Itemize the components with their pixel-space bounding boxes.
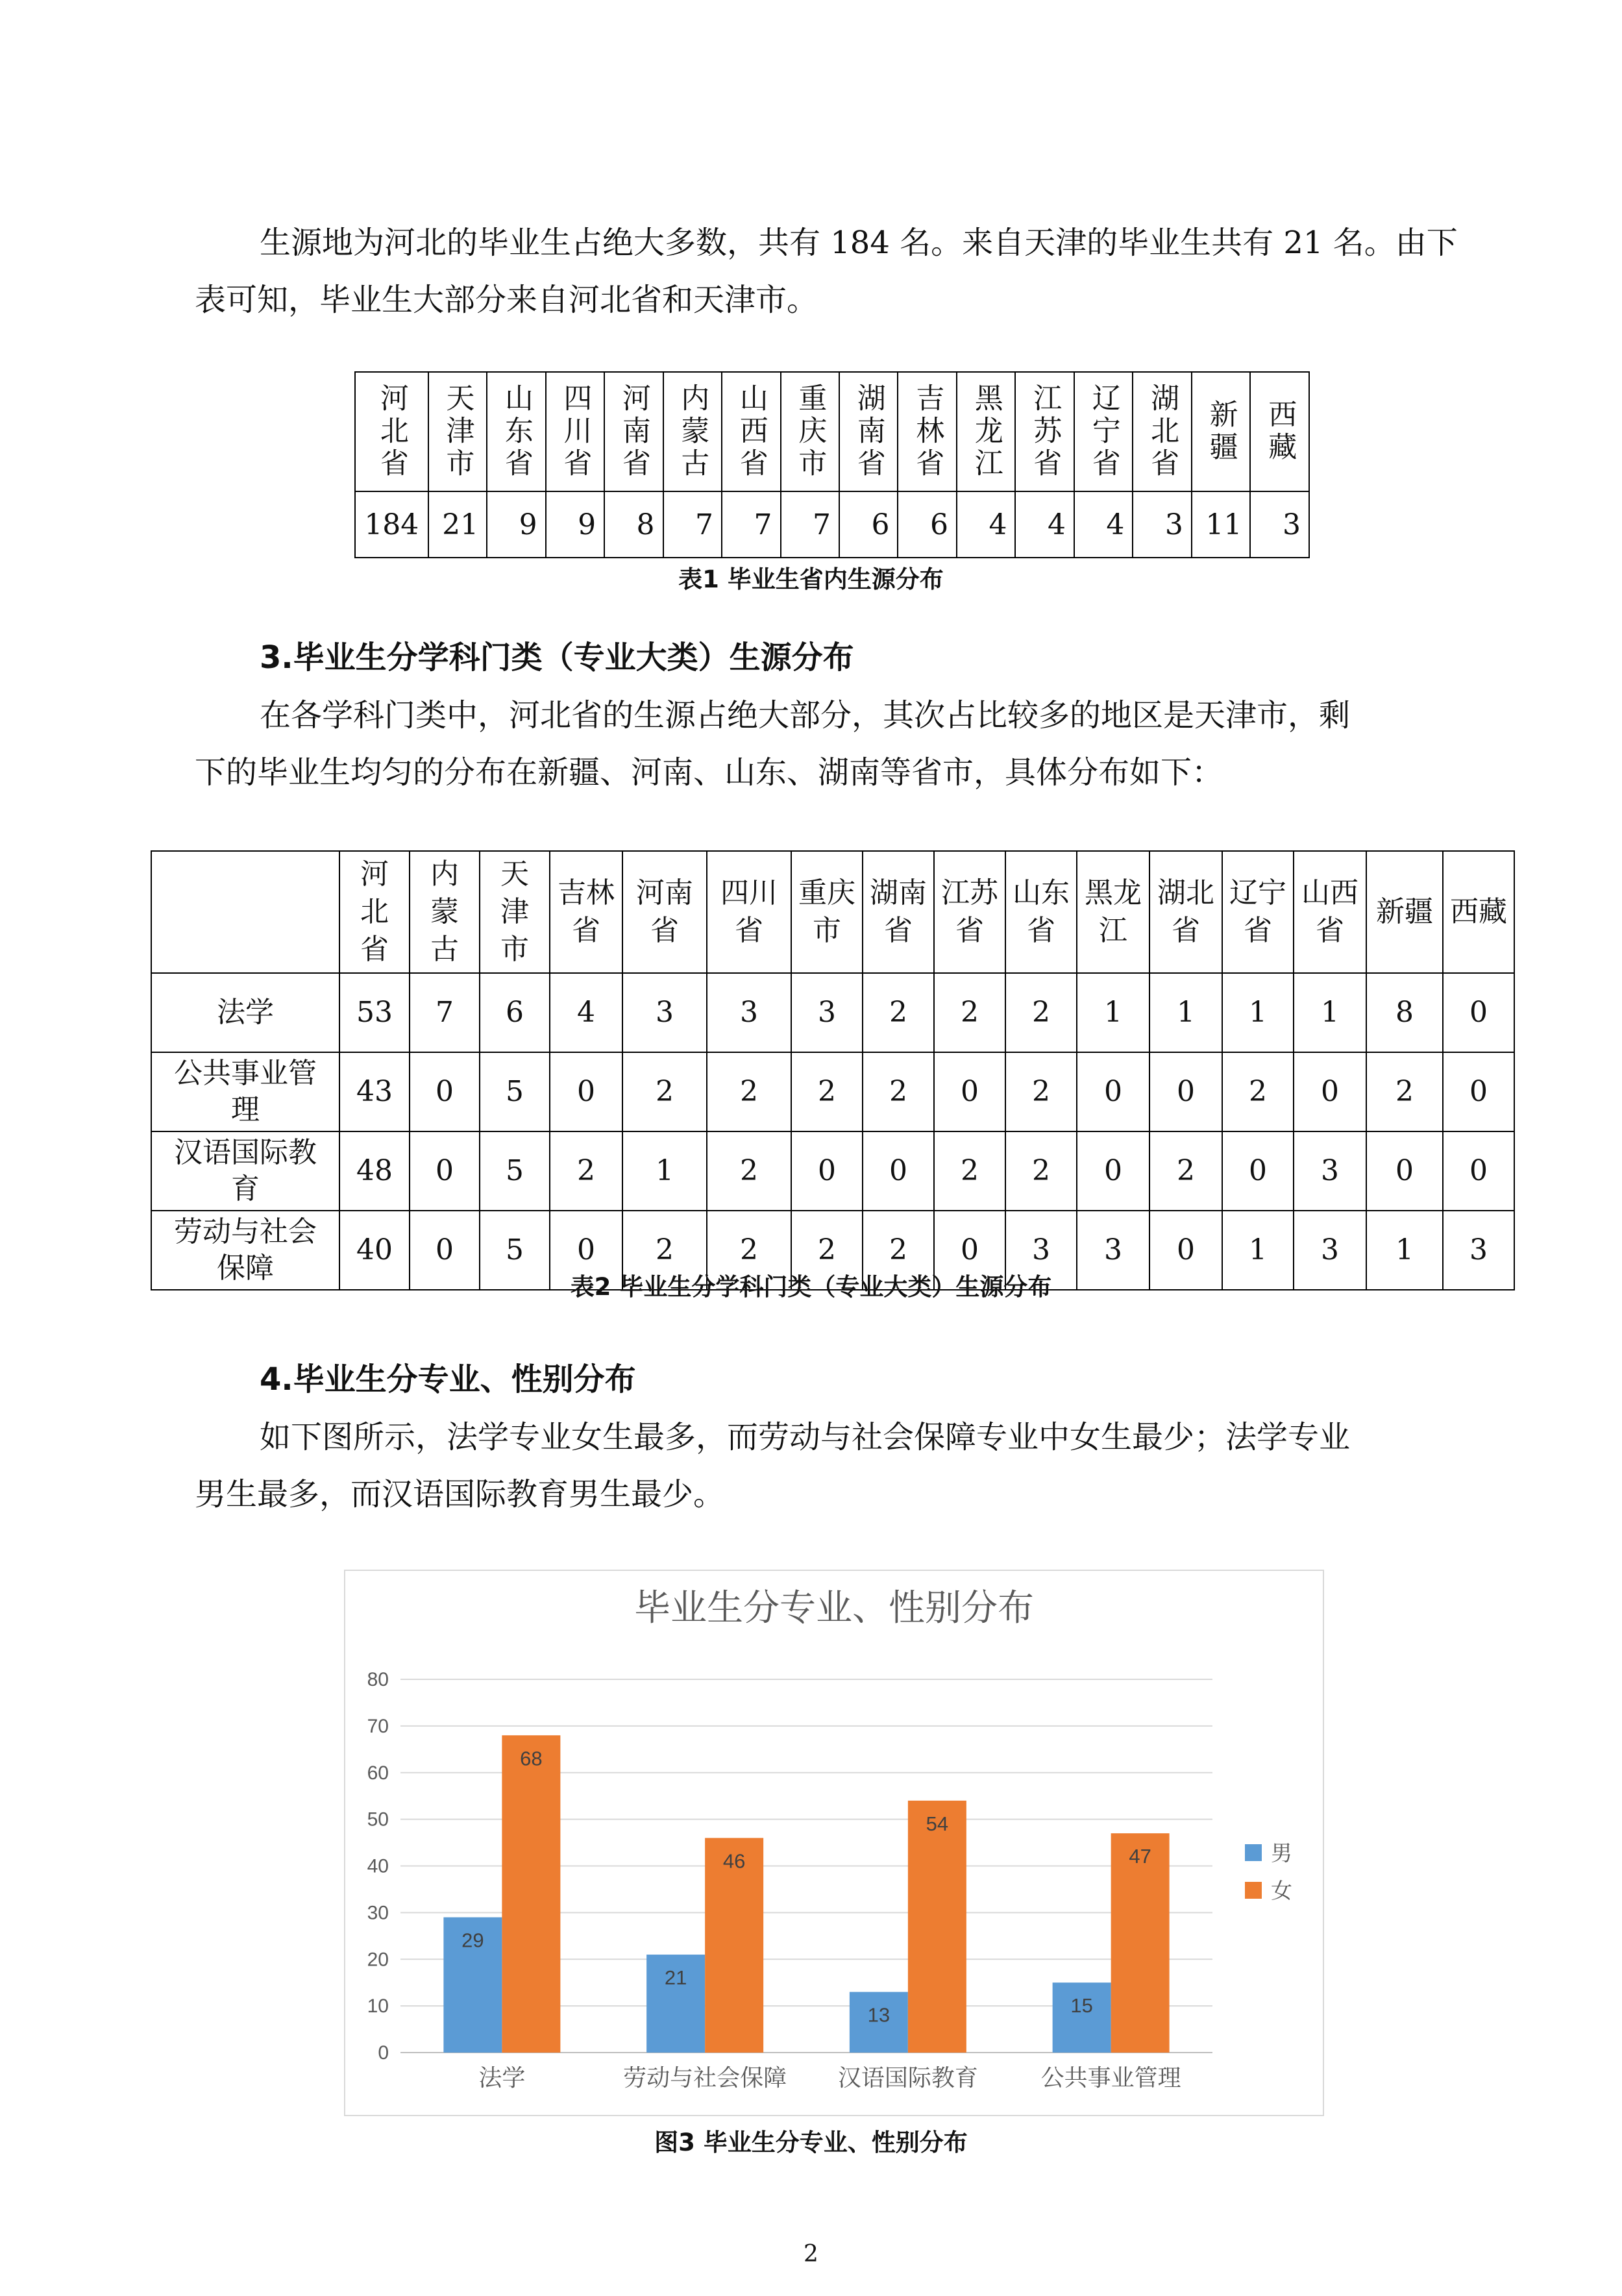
- province-header-cell: 内蒙古: [663, 372, 722, 491]
- subject-value-cell: 53: [339, 973, 410, 1052]
- subject-value-cell: 3: [707, 973, 791, 1052]
- subject-value-cell: 0: [934, 1211, 1005, 1290]
- table2-caption: 表2 毕业生分学科门类（专业大类）生源分布: [570, 1273, 1052, 1301]
- figure3-caption: 图3 毕业生分专业、性别分布: [654, 2129, 968, 2156]
- subject-table-province-header: 吉林省: [550, 851, 622, 973]
- subject-table-province-header: 山西省: [1294, 851, 1366, 973]
- subject-value-cell: 0: [410, 1052, 480, 1131]
- subject-value-cell: 2: [622, 1211, 707, 1290]
- province-count-cell: 7: [781, 491, 839, 558]
- subject-value-cell: 3: [791, 973, 863, 1052]
- subject-value-cell: 3: [1294, 1211, 1366, 1290]
- subject-name-cell: 公共事业管理: [151, 1052, 339, 1131]
- subject-value-cell: 2: [550, 1131, 622, 1211]
- y-tick-label: 40: [367, 1855, 389, 1877]
- y-tick-label: 10: [367, 1995, 389, 2018]
- subject-value-cell: 0: [410, 1131, 480, 1211]
- subject-table-province-header: 西藏: [1443, 851, 1514, 973]
- subject-value-cell: 48: [339, 1131, 410, 1211]
- subject-value-cell: 0: [1443, 1131, 1514, 1211]
- subject-value-cell: 1: [1077, 973, 1149, 1052]
- legend-label: 女: [1271, 1878, 1292, 1903]
- subject-value-cell: 0: [863, 1131, 934, 1211]
- bar-female: [502, 1735, 560, 2053]
- data-label: 21: [664, 1966, 687, 1990]
- page-number: 2: [804, 2241, 818, 2267]
- province-header-cell: 重庆市: [781, 372, 839, 491]
- subject-value-cell: 8: [1366, 973, 1443, 1052]
- subject-value-cell: 1: [1294, 973, 1366, 1052]
- subject-table-province-header: 江苏省: [934, 851, 1005, 973]
- data-label: 29: [461, 1929, 484, 1952]
- subject-table-province-header: 湖北省: [1149, 851, 1222, 973]
- subject-value-cell: 0: [550, 1211, 622, 1290]
- subject-value-cell: 40: [339, 1211, 410, 1290]
- province-count-cell: 3: [1133, 491, 1191, 558]
- subject-value-cell: 2: [863, 1052, 934, 1131]
- subject-value-cell: 2: [622, 1052, 707, 1131]
- subject-value-cell: 2: [707, 1211, 791, 1290]
- province-count-cell: 21: [428, 491, 487, 558]
- province-header-cell: 新疆: [1192, 372, 1250, 491]
- y-tick-label: 0: [378, 2042, 389, 2064]
- province-header-cell: 湖南省: [839, 372, 898, 491]
- subject-value-cell: 2: [863, 973, 934, 1052]
- province-distribution-table: [354, 371, 1310, 558]
- subject-name-cell: 汉语国际教育: [151, 1131, 339, 1211]
- subject-value-cell: 1: [1222, 1211, 1294, 1290]
- province-header-cell: 河北省: [355, 372, 428, 491]
- intro-line-2: 表可知，毕业生大部分来自河北省和天津市。: [195, 282, 818, 318]
- subject-table-province-header: 湖南省: [863, 851, 934, 973]
- province-count-cell: 8: [604, 491, 663, 558]
- province-count-row: [355, 491, 1309, 558]
- section3-paragraph: [195, 687, 1428, 801]
- subject-table-province-header: 四川省: [707, 851, 791, 973]
- legend-swatch-female: [1245, 1882, 1262, 1899]
- subject-value-cell: 3: [1443, 1211, 1514, 1290]
- subject-value-cell: 2: [1222, 1052, 1294, 1131]
- subject-value-cell: 2: [791, 1211, 863, 1290]
- legend-label: 男: [1271, 1840, 1292, 1866]
- subject-table-row: [151, 1052, 1514, 1131]
- subject-value-cell: 2: [1366, 1052, 1443, 1131]
- province-header-cell: 山西省: [722, 372, 780, 491]
- y-tick-label: 50: [367, 1808, 389, 1831]
- subject-table-province-header: 山东省: [1005, 851, 1077, 973]
- y-tick-label: 30: [367, 1902, 389, 1924]
- subject-value-cell: 0: [1294, 1052, 1366, 1131]
- subject-value-cell: 1: [1222, 973, 1294, 1052]
- subject-value-cell: 2: [934, 1131, 1005, 1211]
- subject-table-row: [151, 973, 1514, 1052]
- subject-table-province-header: 内蒙古: [410, 851, 480, 973]
- subject-value-cell: 3: [622, 973, 707, 1052]
- province-header-cell: 辽宁省: [1074, 372, 1133, 491]
- province-count-cell: 6: [898, 491, 956, 558]
- subject-table-province-header: 河北省: [339, 851, 410, 973]
- corner-cell: [151, 851, 339, 973]
- subject-value-cell: 2: [1005, 973, 1077, 1052]
- subject-value-cell: 2: [934, 973, 1005, 1052]
- y-tick-label: 70: [367, 1715, 389, 1737]
- chart-title: 毕业生分专业、性别分布: [634, 1587, 1034, 1629]
- subject-value-cell: 5: [480, 1211, 550, 1290]
- subject-table-province-header: 新疆: [1366, 851, 1443, 973]
- province-count-cell: 6: [839, 491, 898, 558]
- subject-value-cell: 3: [1294, 1131, 1366, 1211]
- subject-value-cell: 1: [1366, 1211, 1443, 1290]
- x-tick-label: 汉语国际教育: [837, 2065, 978, 2092]
- province-header-cell: 山东省: [487, 372, 545, 491]
- gender-major-chart: [344, 1570, 1324, 2116]
- x-tick-label: 劳动与社会保障: [623, 2065, 787, 2092]
- province-header-cell: 江苏省: [1015, 372, 1074, 491]
- subject-value-cell: 0: [1366, 1131, 1443, 1211]
- y-tick-label: 80: [367, 1669, 389, 1690]
- subject-name-cell: 劳动与社会保障: [151, 1211, 339, 1290]
- subject-value-cell: 3: [1005, 1211, 1077, 1290]
- intro-line-1: 生源地为河北的毕业生占绝大多数，共有 184 名。来自天津的毕业生共有 21 名。由下: [260, 225, 1458, 261]
- subject-table-province-header: 重庆市: [791, 851, 863, 973]
- province-count-cell: 9: [487, 491, 545, 558]
- subject-table-province-header: 黑龙江: [1077, 851, 1149, 973]
- province-header-cell: 河南省: [604, 372, 663, 491]
- subject-value-cell: 43: [339, 1052, 410, 1131]
- subject-value-cell: 0: [1077, 1052, 1149, 1131]
- subject-value-cell: 0: [1443, 973, 1514, 1052]
- subject-value-cell: 0: [550, 1052, 622, 1131]
- subject-value-cell: 0: [1149, 1211, 1222, 1290]
- section4-heading: 4.毕业生分专业、性别分布: [260, 1361, 636, 1398]
- province-header-cell: 天津市: [428, 372, 487, 491]
- y-tick-label: 20: [367, 1949, 389, 1971]
- subject-value-cell: 2: [791, 1052, 863, 1131]
- subject-value-cell: 0: [1077, 1131, 1149, 1211]
- data-label: 68: [520, 1747, 543, 1770]
- province-count-cell: 9: [546, 491, 604, 558]
- province-header-cell: 湖北省: [1133, 372, 1191, 491]
- subject-value-cell: 5: [480, 1131, 550, 1211]
- subject-distribution-table: [151, 850, 1515, 1290]
- subject-value-cell: 6: [480, 973, 550, 1052]
- subject-value-cell: 2: [1149, 1131, 1222, 1211]
- table1-caption: 表1 毕业生省内生源分布: [678, 565, 944, 593]
- province-header-cell: 四川省: [546, 372, 604, 491]
- subject-value-cell: 7: [410, 973, 480, 1052]
- subject-table-province-header: 辽宁省: [1222, 851, 1294, 973]
- data-label: 13: [867, 2003, 891, 2027]
- section3-line-2: 下的毕业生均匀的分布在新疆、河南、山东、湖南等省市，具体分布如下：: [195, 754, 1223, 791]
- province-count-cell: 184: [355, 491, 428, 558]
- subject-value-cell: 2: [863, 1211, 934, 1290]
- data-label: 47: [1129, 1845, 1151, 1868]
- province-count-cell: 4: [1015, 491, 1074, 558]
- chart-canvas: [345, 1571, 1323, 2115]
- subject-value-cell: 4: [550, 973, 622, 1052]
- subject-name-cell: 法学: [151, 973, 339, 1052]
- subject-value-cell: 3: [1077, 1211, 1149, 1290]
- province-count-cell: 7: [663, 491, 722, 558]
- province-header-row: [355, 372, 1309, 491]
- section4-paragraph: [195, 1409, 1428, 1523]
- section4-line-2: 男生最多，而汉语国际教育男生最少。: [195, 1476, 725, 1512]
- data-label: 15: [1070, 1994, 1093, 2018]
- subject-value-cell: 0: [1222, 1131, 1294, 1211]
- subject-value-cell: 0: [1443, 1052, 1514, 1131]
- bar-female: [908, 1801, 966, 2053]
- subject-value-cell: 5: [480, 1052, 550, 1131]
- subject-value-cell: 1: [1149, 973, 1222, 1052]
- province-count-cell: 3: [1250, 491, 1309, 558]
- subject-table-header-row: [151, 851, 1514, 973]
- province-count-cell: 11: [1192, 491, 1250, 558]
- subject-value-cell: 0: [791, 1131, 863, 1211]
- subject-value-cell: 0: [410, 1211, 480, 1290]
- section4-line-1: 如下图所示，法学专业女生最多，而劳动与社会保障专业中女生最少；法学专业: [260, 1419, 1351, 1455]
- x-tick-label: 法学: [478, 2065, 526, 2092]
- province-header-cell: 黑龙江: [957, 372, 1015, 491]
- legend-swatch-male: [1245, 1844, 1262, 1861]
- intro-paragraph: [195, 214, 1458, 328]
- subject-value-cell: 2: [707, 1131, 791, 1211]
- x-tick-label: 公共事业管理: [1040, 2065, 1181, 2092]
- bar-male: [1053, 1982, 1111, 2053]
- province-count-cell: 4: [957, 491, 1015, 558]
- subject-value-cell: 2: [1005, 1131, 1077, 1211]
- subject-value-cell: 2: [1005, 1052, 1077, 1131]
- province-count-cell: 7: [722, 491, 780, 558]
- province-header-cell: 西藏: [1250, 372, 1309, 491]
- province-count-cell: 4: [1074, 491, 1133, 558]
- subject-value-cell: 0: [1149, 1052, 1222, 1131]
- section3-heading: 3.毕业生分学科门类（专业大类）生源分布: [260, 639, 854, 676]
- subject-value-cell: 2: [707, 1052, 791, 1131]
- province-header-cell: 吉林省: [898, 372, 956, 491]
- data-label: 46: [722, 1849, 746, 1873]
- y-tick-label: 60: [367, 1762, 389, 1784]
- subject-value-cell: 0: [934, 1052, 1005, 1131]
- subject-value-cell: 1: [622, 1131, 707, 1211]
- subject-table-province-header: 河南省: [622, 851, 707, 973]
- subject-table-province-header: 天津市: [480, 851, 550, 973]
- subject-table-row: [151, 1131, 1514, 1211]
- data-label: 54: [926, 1812, 949, 1835]
- section3-line-1: 在各学科门类中，河北省的生源占绝大部分，其次占比较多的地区是天津市，剩: [260, 697, 1351, 734]
